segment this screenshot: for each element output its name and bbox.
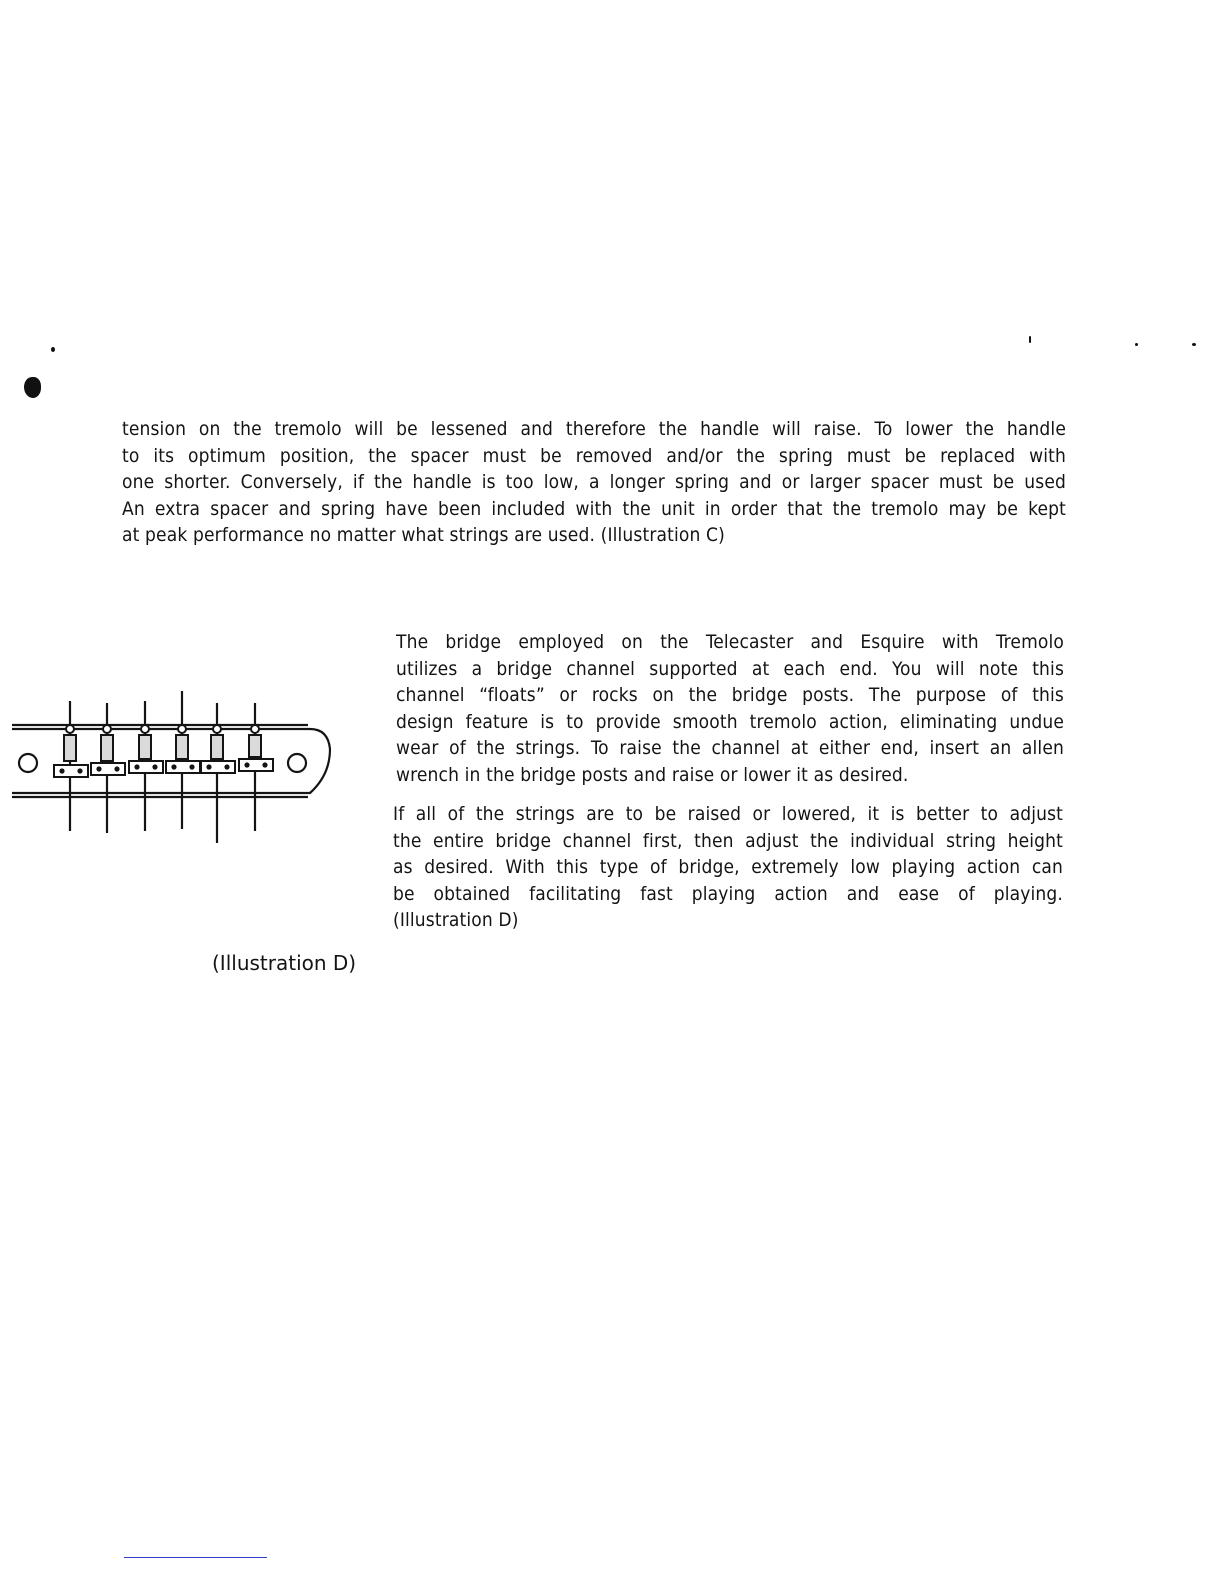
text-line: The bridge employed on the Telecaster and Esquire with Tremolo: [396, 631, 1064, 653]
text-line: wear of the strings. To raise the channel at either end, insert an allen: [396, 737, 1064, 759]
left-bridge-post-hole: [19, 754, 37, 772]
scan-speck: [1029, 336, 1031, 343]
text-line: be obtained facilitating fast playing action and ease of playing.: [393, 882, 1063, 905]
text-line: one shorter. Conversely, if the handle is too low, a longer spring and or larger spacer must be used: [122, 471, 1066, 493]
text-line: utilizes a bridge channel supported at each end. You will note this: [396, 657, 1064, 680]
text-line: design feature is to provide smooth tremolo action, eliminating undue: [396, 710, 1064, 733]
text-line: to its optimum position, the spacer must be removed and/or the spring must be replaced with: [122, 444, 1066, 467]
saddle-6: [239, 725, 273, 771]
text-line: at peak performance no matter what strings are used. (Illustration C): [122, 524, 725, 546]
paragraph-bridge-channel: [396, 629, 1064, 788]
illustration-caption: (Illustration D): [212, 951, 357, 975]
scan-speck: [1135, 343, 1138, 346]
bridge-channel-illustration: [10, 683, 350, 848]
text-line: wrench in the bridge posts and raise or lower it as desired.: [396, 763, 909, 786]
text-line: If all of the strings are to be raised or lowered, it is better to adjust: [393, 803, 1063, 825]
paragraph-string-height: [393, 801, 1063, 934]
paragraph-tremolo-tension: [122, 416, 1066, 549]
page-footer-rule: [124, 1557, 267, 1558]
right-bridge-post-hole: [288, 754, 306, 772]
scan-ink-blot: [24, 377, 41, 398]
scan-speck: [51, 347, 55, 352]
scan-speck: [1192, 343, 1196, 346]
text-line: as desired. With this type of bridge, extremely low playing action can: [393, 856, 1063, 878]
text-line: (Illustration D): [393, 909, 519, 931]
text-line: channel “floats” or rocks on the bridge posts. The purpose of this: [396, 684, 1064, 706]
text-line: An extra spacer and spring have been included with the unit in order that the tremolo may be kept: [122, 497, 1066, 520]
text-line: tension on the tremolo will be lessened and therefore the handle will raise. To lower the handle: [122, 418, 1066, 440]
saddle-1: [54, 725, 88, 777]
saddle-4: [166, 725, 200, 773]
saddle-3: [129, 725, 163, 773]
saddle-5: [201, 725, 235, 773]
text-line: the entire bridge channel first, then adjust the individual string height: [393, 829, 1063, 852]
saddle-2: [91, 725, 125, 775]
saddles: [54, 725, 273, 777]
